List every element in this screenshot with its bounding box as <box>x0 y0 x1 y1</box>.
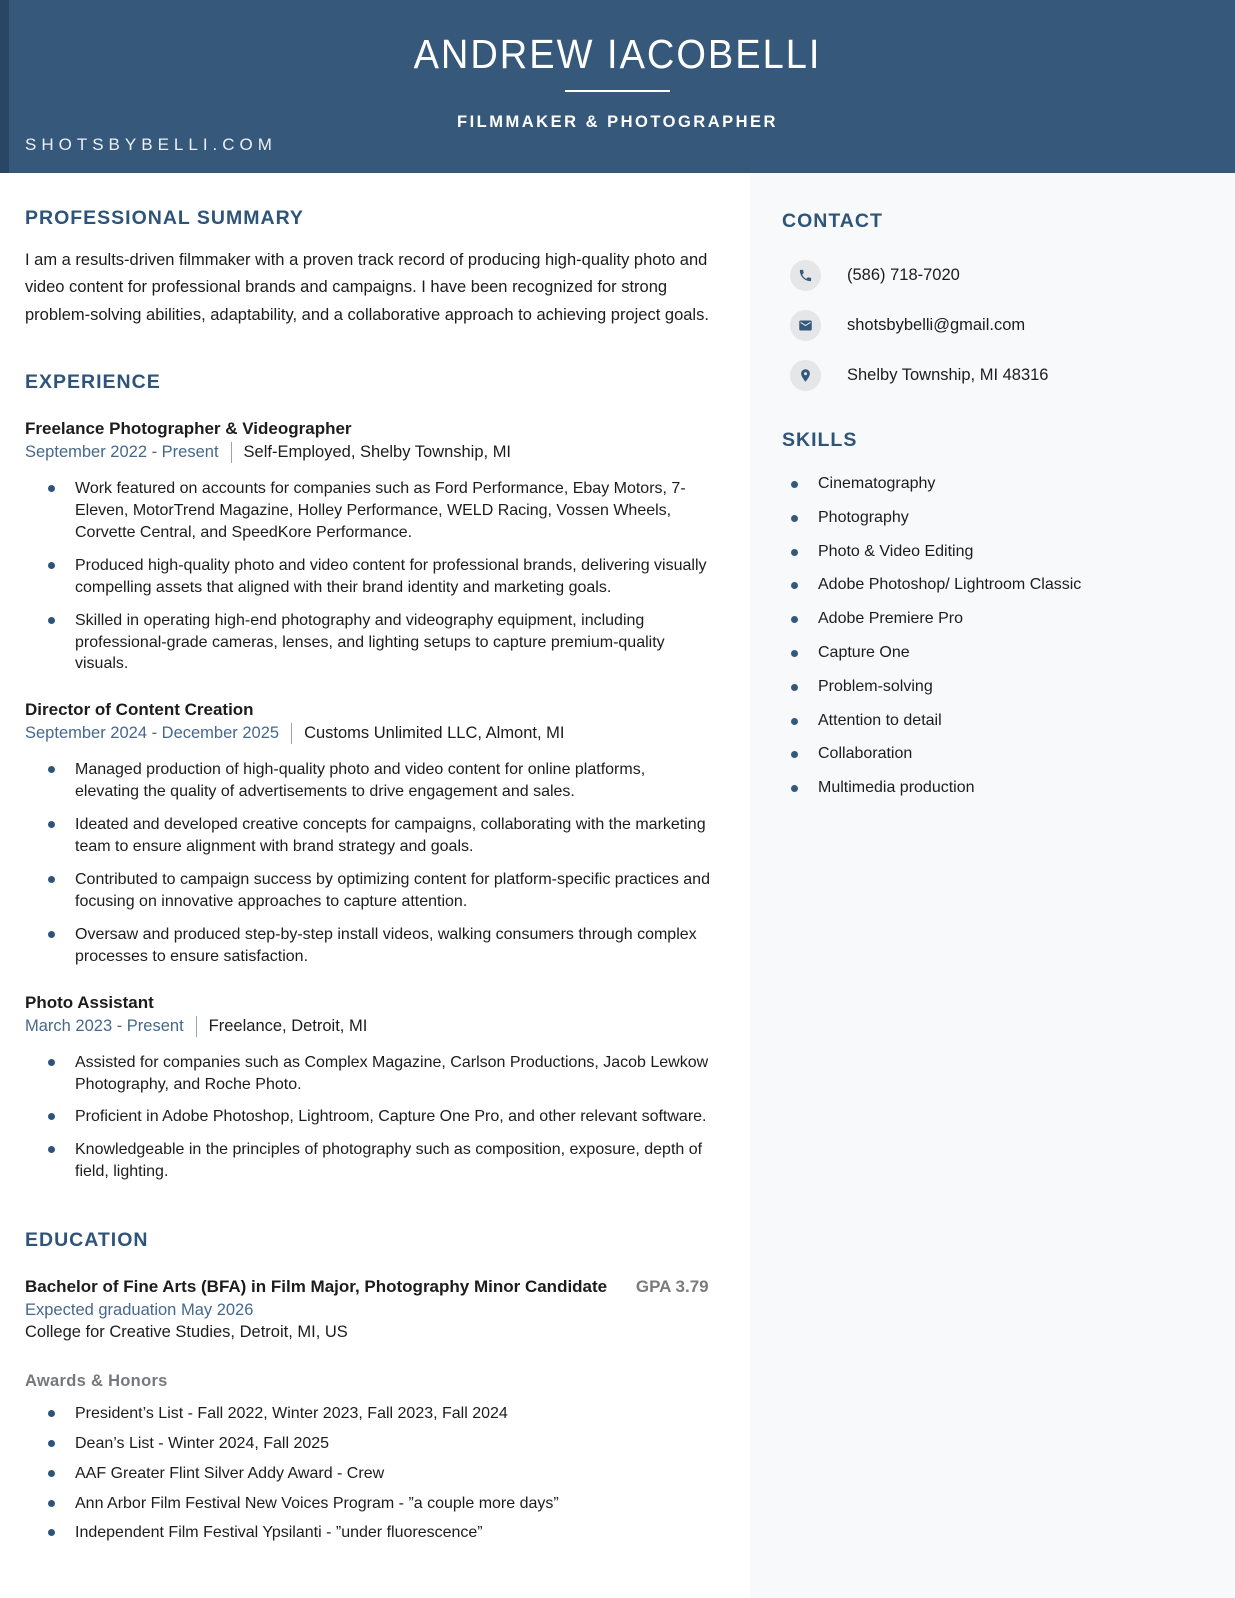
website-link[interactable]: SHOTSBYBELLI.COM <box>25 135 277 154</box>
person-title: FILMMAKER & PHOTOGRAPHER <box>457 113 778 131</box>
job-company: Freelance, Detroit, MI <box>208 1016 368 1035</box>
name-divider <box>565 90 670 92</box>
skills-list <box>782 474 1207 799</box>
job-company: Customs Unlimited LLC, Almont, MI <box>304 724 565 743</box>
degree-title: Bachelor of Fine Arts (BFA) in Film Major, Photography Minor Candidate <box>25 1277 608 1297</box>
skill-item: Adobe Photoshop/ Lightroom Classic <box>782 575 1207 596</box>
job-bullet: Ideated and developed creative concepts for campaigns, collaborating with the marketing team to ensure alignment with brand strategy and goals. <box>25 814 712 858</box>
email-icon <box>790 310 821 341</box>
skill-item: Attention to detail <box>782 711 1207 732</box>
gpa-value: GPA 3.79 <box>635 1277 709 1297</box>
education-heading: EDUCATION <box>25 1229 149 1252</box>
job-bullet-list <box>25 759 712 967</box>
skill-item: Collaboration <box>782 744 1207 765</box>
job-bullet: Assisted for companies such as Complex Magazine, Carlson Productions, Jacob Lewkow Photography, and Roche Photo. <box>25 1052 712 1096</box>
job-meta <box>25 723 712 744</box>
job-bullet: Contributed to campaign success by optimizing content for platform-specific practices and focusing on innovative approaches to capture attention. <box>25 869 712 913</box>
person-name: ANDREW IACOBELLI <box>413 32 822 78</box>
contact-heading: CONTACT <box>782 210 883 232</box>
job-bullet: Managed production of high-quality photo and video content for online platforms, elevating the quality of advertisements to drive engagement and sales. <box>25 759 712 803</box>
header-band <box>0 0 1235 173</box>
skill-item: Adobe Premiere Pro <box>782 609 1207 630</box>
award-item: Dean’s List - Winter 2024, Fall 2025 <box>25 1434 712 1455</box>
location-text: Shelby Township, MI 48316 <box>847 366 1049 384</box>
award-item: AAF Greater Flint Silver Addy Award - Crew <box>25 1464 712 1485</box>
job-meta <box>25 442 712 463</box>
job-dates: March 2023 - Present <box>25 1016 184 1035</box>
skill-item: Problem-solving <box>782 677 1207 698</box>
job-bullet: Skilled in operating high-end photography and videography equipment, including professional-grade cameras, lenses, and lighting setups to capture premium-quality visuals. <box>25 610 712 676</box>
phone-icon <box>790 260 821 291</box>
award-item: Independent Film Festival Ypsilanti - ”under fluorescence” <box>25 1523 712 1544</box>
job-title: Photo Assistant <box>25 992 154 1012</box>
job-bullet: Knowledgeable in the principles of photography such as composition, exposure, depth of field, lighting. <box>25 1139 712 1183</box>
experience-section <box>25 371 712 1183</box>
graduation-date: Expected graduation May 2026 <box>25 1301 254 1320</box>
sidebar <box>750 173 1235 1598</box>
email-address[interactable]: shotsbybelli@gmail.com <box>847 316 1026 334</box>
job-entry-photo-assistant <box>25 993 712 1184</box>
school-name: College for Creative Studies, Detroit, MI, US <box>25 1323 348 1342</box>
job-bullet: Proficient in Adobe Photoshop, Lightroom, Capture One Pro, and other relevant software. <box>25 1106 712 1128</box>
job-company: Self-Employed, Shelby Township, MI <box>243 443 512 462</box>
contact-row-email <box>782 310 1207 341</box>
award-item: Ann Arbor Film Festival New Voices Program - ”a couple more days” <box>25 1494 712 1515</box>
job-meta <box>25 1016 712 1037</box>
contact-section <box>782 210 1207 391</box>
job-entry-director <box>25 700 712 967</box>
contact-row-phone <box>782 260 1207 291</box>
skill-item: Photo & Video Editing <box>782 542 1207 563</box>
job-bullet: Produced high-quality photo and video content for professional brands, delivering visually compelling assets that aligned with their brand identity and marketing goals. <box>25 555 712 599</box>
skill-item: Capture One <box>782 643 1207 664</box>
meta-divider <box>196 1016 197 1037</box>
job-dates: September 2024 - December 2025 <box>25 724 280 743</box>
degree-row <box>25 1277 712 1297</box>
summary-section <box>25 207 712 329</box>
skill-item: Cinematography <box>782 474 1207 495</box>
awards-heading: Awards & Honors <box>25 1372 168 1391</box>
skills-section <box>782 429 1207 799</box>
job-entry-freelance <box>25 419 712 675</box>
job-title: Freelance Photographer & Videographer <box>25 419 352 439</box>
experience-heading: EXPERIENCE <box>25 371 161 394</box>
job-bullet: Oversaw and produced step-by-step install videos, walking consumers through complex processes to ensure satisfaction. <box>25 924 712 968</box>
job-dates: September 2022 - Present <box>25 443 219 462</box>
summary-text: I am a results-driven filmmaker with a proven track record of producing high-quality photo and video content for professional brands and campaigns. I have been recognized for strong problem-solving abilities, adaptability, and a collaborative approach to achieving project goals. <box>25 251 709 324</box>
meta-divider <box>231 442 232 463</box>
main-column <box>0 173 750 1553</box>
awards-list <box>25 1404 712 1544</box>
award-item: President’s List - Fall 2022, Winter 2023, Fall 2023, Fall 2024 <box>25 1404 712 1425</box>
location-icon <box>790 360 821 391</box>
phone-number[interactable]: (586) 718-7020 <box>847 266 960 284</box>
job-bullet-list <box>25 1052 712 1184</box>
job-title: Director of Content Creation <box>25 700 254 720</box>
skill-item: Multimedia production <box>782 778 1207 799</box>
skills-heading: SKILLS <box>782 429 858 451</box>
contact-list <box>782 260 1207 391</box>
education-section <box>25 1229 712 1544</box>
job-bullet-list <box>25 478 712 675</box>
skill-item: Photography <box>782 508 1207 529</box>
job-bullet: Work featured on accounts for companies such as Ford Performance, Ebay Motors, 7-Eleven, MotorTrend Magazine, Holley Performance, WELD Racing, Vossen Wheels, Corvette Central, and SpeedKore Performance. <box>25 478 712 544</box>
contact-row-location <box>782 360 1207 391</box>
summary-heading: PROFESSIONAL SUMMARY <box>25 207 304 229</box>
meta-divider <box>291 723 292 744</box>
